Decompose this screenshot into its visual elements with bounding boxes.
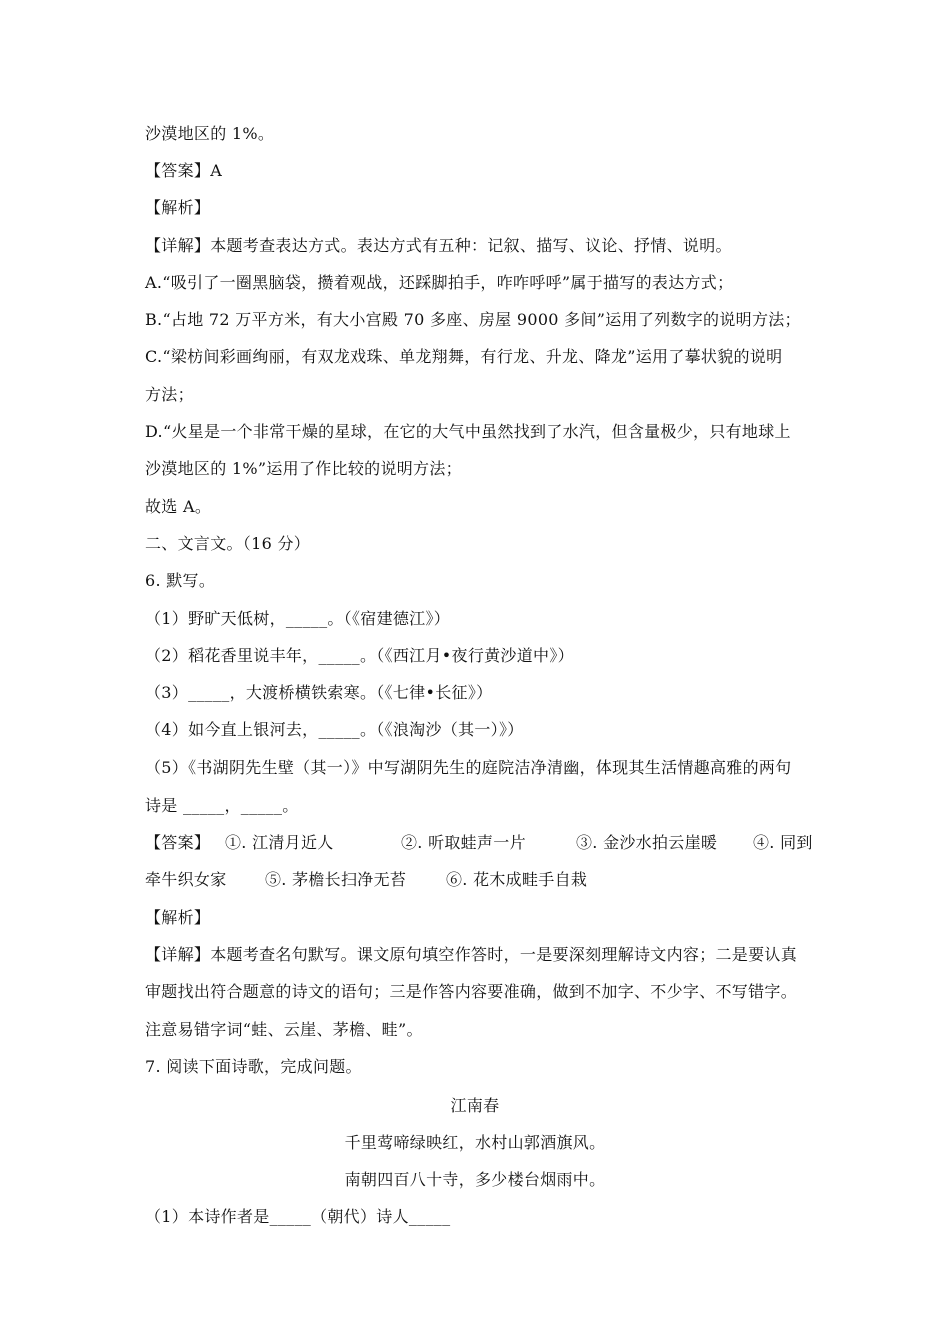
section-heading: 二、文言文。（16 分） — [145, 534, 311, 553]
analysis-label: 【解析】 — [145, 198, 211, 217]
fill-blank-item: （2）稻花香里说丰年，_____。（《西江月•夜行黄沙道中》） — [145, 646, 574, 665]
analysis-label: 【解析】 — [145, 908, 211, 927]
answer-item: ⑥. 花木成畦手自栽 — [446, 870, 588, 889]
answer-label: 【答案】 — [145, 833, 211, 852]
answer-row-continued — [145, 870, 587, 890]
poem-title: 江南春 — [450, 1096, 500, 1115]
answer-item: ①. 江清月近人 — [225, 833, 334, 852]
answer-item: ④. 同到 — [753, 833, 813, 852]
text-line: 沙漠地区的 1%”运用了作比较的说明方法； — [145, 459, 462, 478]
text-line: 审题找出符合题意的诗文的语句；三是作答内容要准确，做到不加字、不少字、不写错字。 — [145, 982, 798, 1001]
fill-blank-item: （3）_____，大渡桥横铁索寒。（《七律•长征》） — [145, 683, 493, 702]
poem-line: 南朝四百八十寺，多少楼台烟雨中。 — [344, 1170, 606, 1189]
question-heading: 6. 默写。 — [145, 571, 216, 590]
text-line: 【详解】本题考查表达方式。表达方式有五种：记叙、描写、议论、抒情、说明。 — [145, 236, 732, 255]
poem-line: 千里莺啼绿映红，水村山郭酒旗风。 — [344, 1133, 606, 1152]
answer-item: ③. 金沙水拍云崖暖 — [576, 833, 718, 852]
text-line: C.“梁枋间彩画绚丽，有双龙戏珠、单龙翔舞，有行龙、升龙、降龙”运用了摹状貌的说明 — [145, 347, 783, 366]
text-line: B.“占地 72 万平方米，有大小宫殿 70 多座、房屋 9000 多间”运用了列数字的说明方法； — [145, 310, 801, 329]
answer-label: 【答案】A — [145, 161, 223, 180]
fill-blank-item: （5）《书湖阴先生壁（其一）》中写湖阴先生的庭院洁净清幽，体现其生活情趣高雅的两句 — [145, 758, 792, 777]
text-line: 【详解】本题考查名句默写。课文原句填空作答时，一是要深刻理解诗文内容；二是要认真 — [145, 945, 798, 964]
text-line: 注意易错字词“蛙、云崖、茅檐、畦”。 — [145, 1020, 423, 1039]
fill-blank-item: （4）如今直上银河去，_____。（《浪淘沙（其一）》） — [145, 720, 524, 739]
answer-row — [145, 833, 813, 853]
text-line: 故选 A。 — [145, 497, 212, 516]
text-line: A.“吸引了一圈黑脑袋，攒着观战，还踩脚拍手，咋咋呼呼”属于描写的表达方式； — [145, 273, 734, 292]
question-item: （1）本诗作者是_____（朝代）诗人_____ — [145, 1207, 451, 1226]
fill-blank-item: （1）野旷天低树，_____。（《宿建德江》） — [145, 609, 451, 628]
answer-item: ②. 听取蛙声一片 — [401, 833, 526, 852]
answer-item: 牵牛织女家 — [145, 870, 227, 889]
text-line: 方法； — [145, 385, 194, 404]
text-line: D.“火星是一个非常干燥的星球，在它的大气中虽然找到了水汽，但含量极少，只有地球上 — [145, 422, 791, 441]
answer-item: ⑤. 茅檐长扫净无苔 — [265, 870, 407, 889]
text-line: 诗是 _____，_____。 — [145, 796, 299, 815]
question-heading: 7. 阅读下面诗歌，完成问题。 — [145, 1057, 362, 1076]
text-line: 沙漠地区的 1%。 — [145, 124, 275, 143]
